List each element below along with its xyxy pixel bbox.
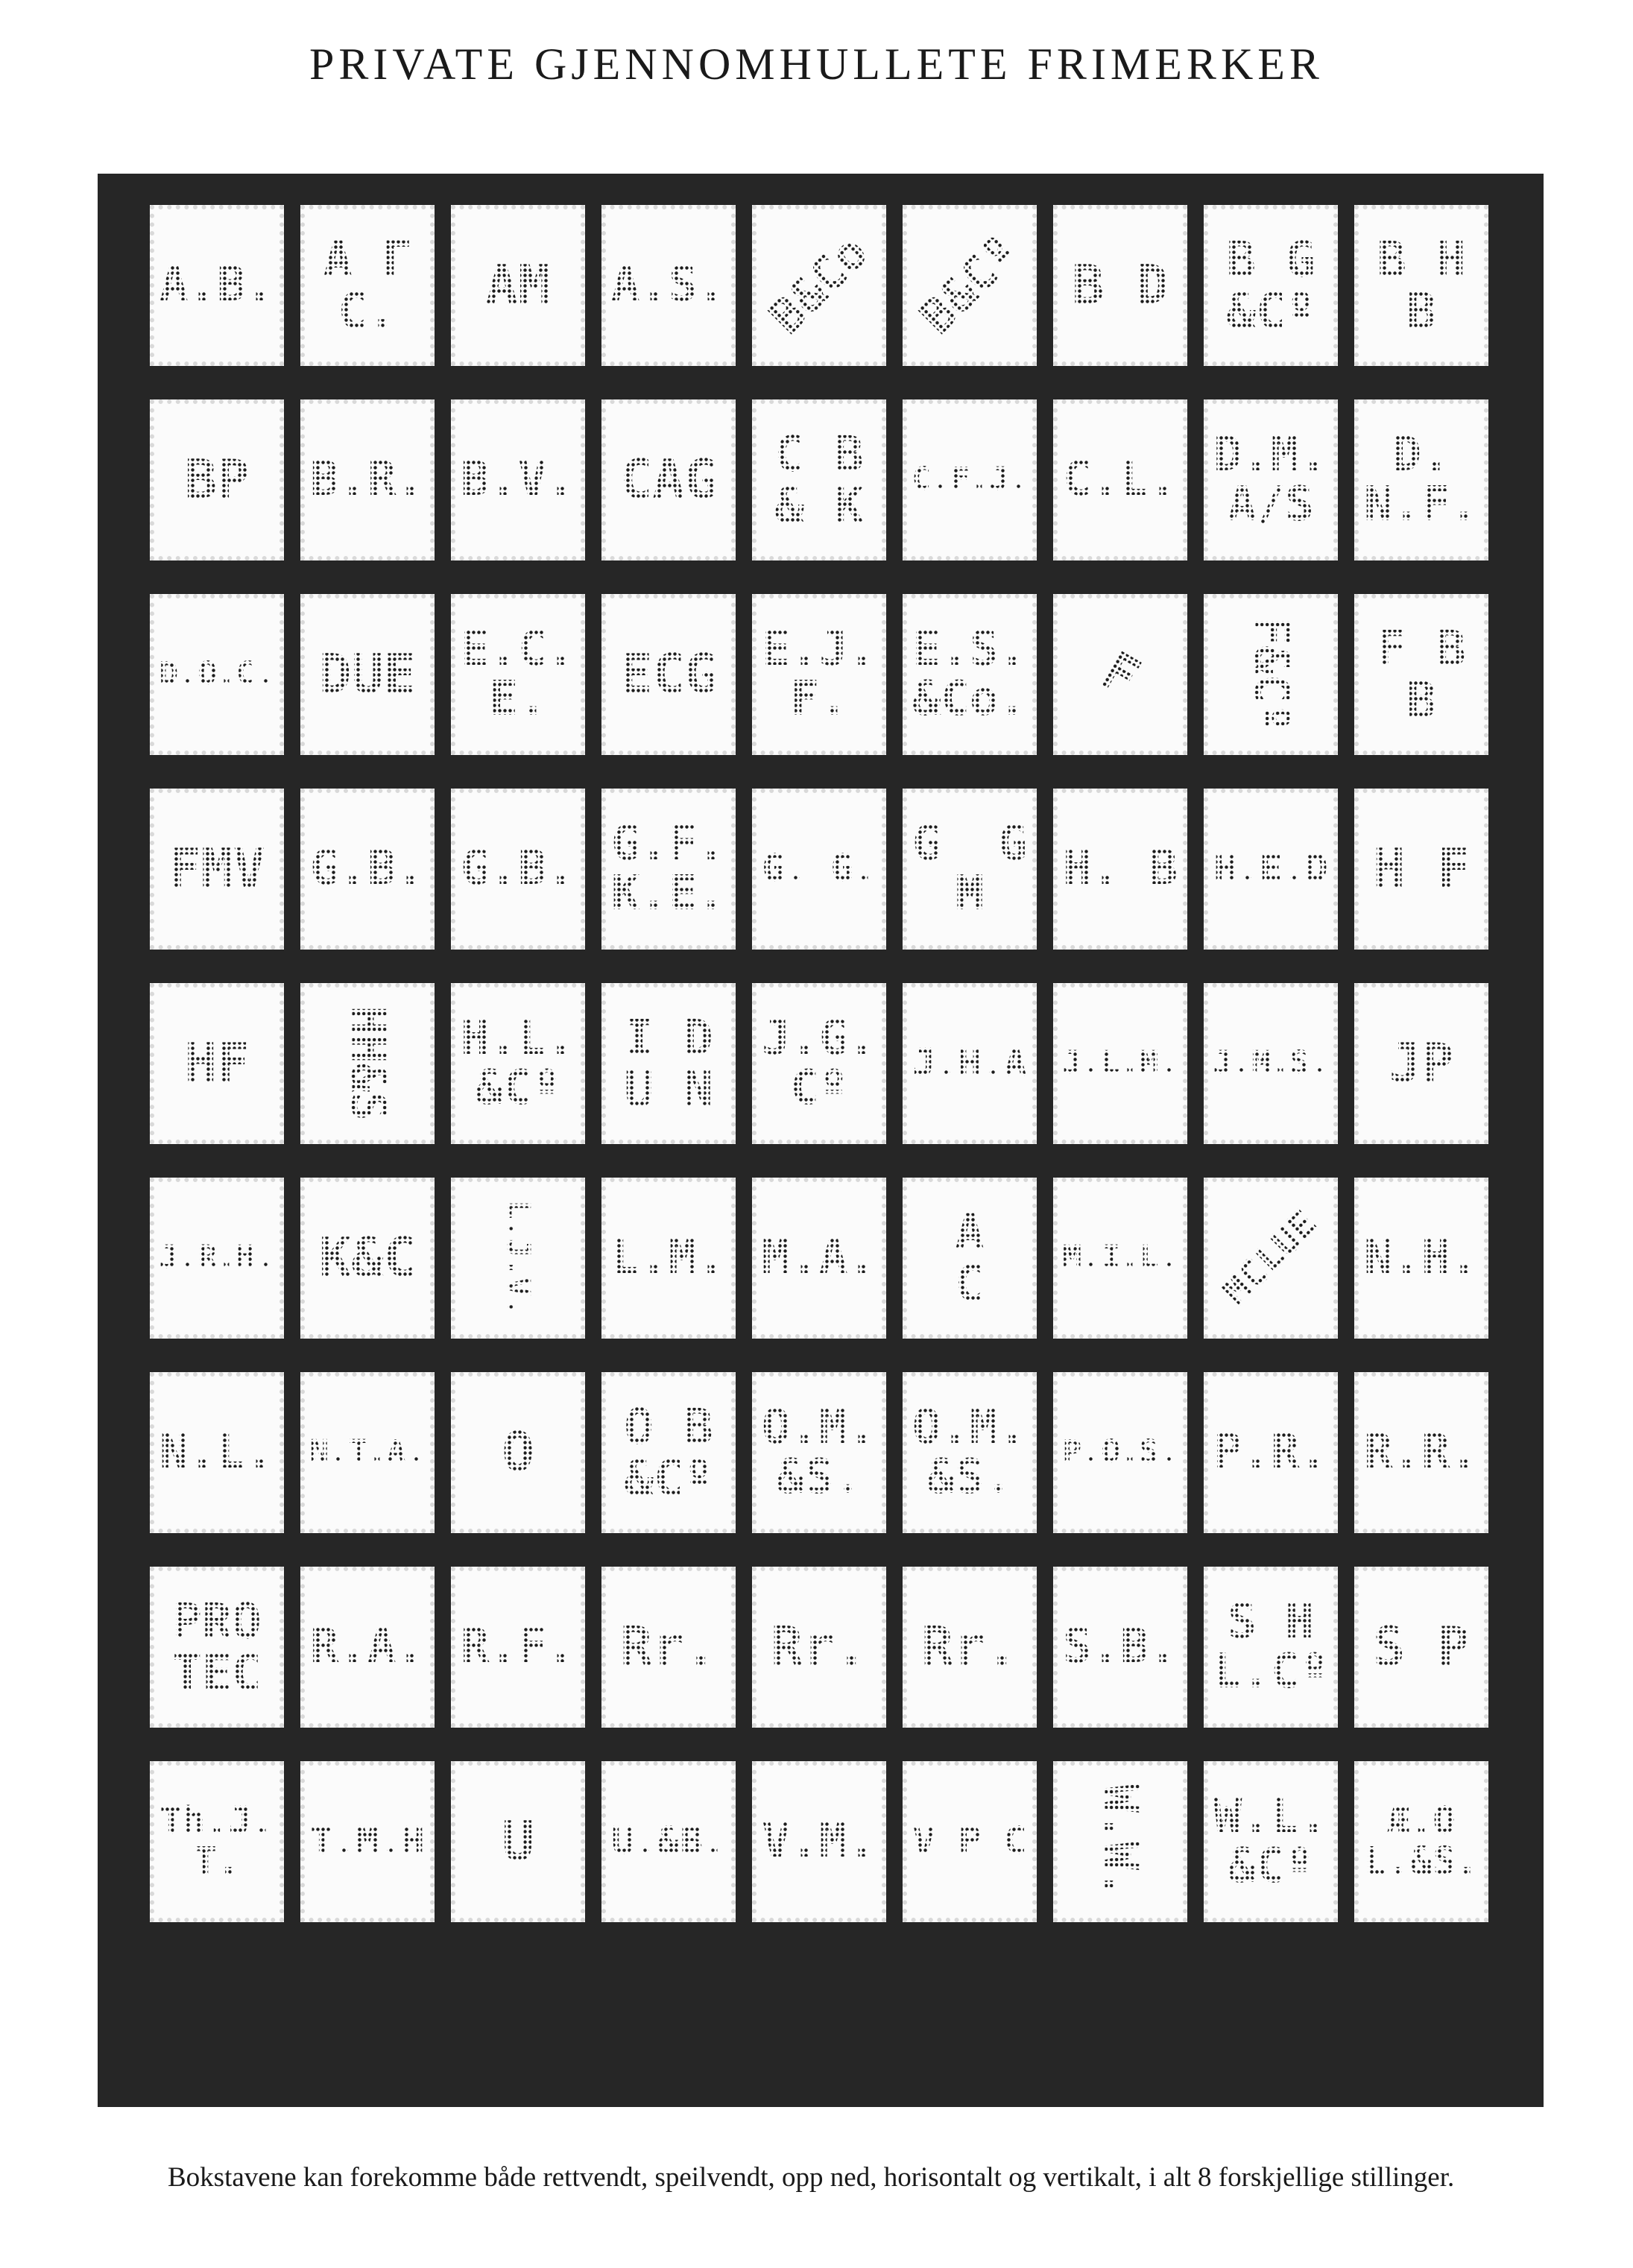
perfin-stamp <box>601 399 736 560</box>
perfin-stamp <box>150 205 284 366</box>
perfin-stamp <box>451 1567 585 1728</box>
perfin-stamp <box>1354 789 1488 950</box>
stamp-perforation-label: C.L. <box>1062 452 1178 508</box>
stamp-perforation-label: G.B. <box>309 841 426 897</box>
stamp-perforation-label: J.H.A <box>912 1041 1027 1086</box>
stamp-perforation-label: J.R.H. <box>159 1239 275 1277</box>
stamp-perforation-label: MCLUE <box>1214 1201 1327 1314</box>
perfin-stamp <box>752 1567 886 1728</box>
stamp-perforation-label: D. N.F. <box>1363 426 1479 532</box>
perfin-stamp <box>601 789 736 950</box>
stamp-perforation-label: W.W. <box>1093 1784 1149 1900</box>
perfin-stamp <box>903 1372 1037 1533</box>
stamp-perforation-label: N.T.A. <box>309 1433 426 1471</box>
perfin-stamp <box>1354 1567 1488 1728</box>
stamp-perforation-label: ECG <box>619 642 718 706</box>
stamp-perforation-label: F <box>1090 639 1151 710</box>
perfin-stamp <box>903 205 1037 366</box>
perfin-stamp <box>150 1178 284 1339</box>
stamp-perforation-label: F B B <box>1377 619 1466 729</box>
perfin-stamp <box>150 789 284 950</box>
stamp-perforation-label: J.M.S. <box>1213 1044 1329 1082</box>
stamp-perforation-label: CAG <box>619 448 718 511</box>
stamp-perforation-label: N.L. <box>159 1424 275 1480</box>
stamp-perforation-label: L.J.V. <box>499 1200 537 1316</box>
perfin-stamp <box>752 1372 886 1533</box>
stamp-perforation-label: AM <box>485 253 551 317</box>
stamp-perforation-label: G G M <box>912 815 1028 921</box>
stamp-perforation-label: Rr. <box>619 1615 718 1678</box>
perfin-stamp <box>903 1178 1037 1339</box>
perfin-stamp <box>1053 594 1187 755</box>
perfin-stamp <box>451 983 585 1144</box>
stamp-perforation-label: A.S. <box>610 257 727 313</box>
perfin-stamp <box>300 983 435 1144</box>
perfin-stamp <box>1053 1567 1187 1728</box>
stamp-perforation-label: H.E.D <box>1213 847 1328 891</box>
page-title: PRIVATE GJENNOMHULLETE FRIMERKER <box>309 40 1324 89</box>
stamp-perforation-label: R.F. <box>460 1619 576 1675</box>
perfin-stamp <box>300 1372 435 1533</box>
stamp-perforation-label: U <box>502 1810 534 1873</box>
stamp-perforation-label: Æ.O L.&S. <box>1364 1799 1479 1883</box>
perfin-stamp <box>1053 983 1187 1144</box>
stamp-perforation-label: B.V. <box>460 452 576 508</box>
perfin-stamp <box>300 789 435 950</box>
perfin-stamp <box>1204 1567 1338 1728</box>
perfin-stamp <box>1354 983 1488 1144</box>
perfin-stamp <box>300 1567 435 1728</box>
perfin-stamp <box>752 789 886 950</box>
stamp-perforation-label: B D <box>1071 253 1169 317</box>
perfin-stamp <box>601 1372 736 1533</box>
perfin-stamp <box>300 205 435 366</box>
stamp-perforation-label: S.B. <box>1062 1619 1178 1675</box>
perfin-stamp <box>1053 1178 1187 1339</box>
stamp-perforation-label: A.B. <box>159 257 275 313</box>
stamp-perforation-label: A C <box>955 1203 985 1313</box>
stamp-perforation-label: J.G. Cº <box>761 1010 877 1116</box>
perfin-stamp <box>1204 399 1338 560</box>
perfin-stamp <box>150 1761 284 1922</box>
perfin-stamp <box>1053 1372 1187 1533</box>
perfin-stamp <box>1204 1178 1338 1339</box>
stamp-perforation-label: H F <box>1372 837 1471 900</box>
stamp-perforation-label: H.L. &Cº <box>460 1010 576 1116</box>
perfin-stamp <box>1053 1761 1187 1922</box>
stamp-perforation-label: A Γ C. <box>323 230 412 340</box>
perfin-stamp <box>1204 789 1338 950</box>
perfin-stamp <box>451 594 585 755</box>
perfin-stamp <box>1354 399 1488 560</box>
perfin-stamp <box>451 399 585 560</box>
perfin-stamp <box>451 1372 585 1533</box>
stamp-perforation-label: Th.J. T. <box>159 1799 274 1883</box>
stamp-perforation-label: O B &Cº <box>624 1397 713 1507</box>
stamp-perforation-label: D.O.C. <box>159 655 275 693</box>
perfin-stamp <box>300 399 435 560</box>
stamp-perforation-label: M.A. <box>761 1230 877 1286</box>
perfin-stamp <box>1204 594 1338 755</box>
stamp-perforation-label: W.L. &Cº <box>1213 1788 1329 1894</box>
perfin-stamp <box>903 1567 1037 1728</box>
stamp-perforation-label: O <box>502 1421 534 1484</box>
stamp-perforation-label: S H L.Cº <box>1213 1593 1329 1699</box>
stamp-perforation-label: V P C <box>912 1819 1027 1864</box>
stamp-perforation-label: B&Co <box>758 224 879 346</box>
stamp-perforation-label: C.F.J. <box>912 461 1028 499</box>
stamp-perforation-label: DUE <box>318 642 417 706</box>
perfin-stamp <box>752 399 886 560</box>
stamp-perforation-label: P.R. <box>1213 1424 1329 1480</box>
perfin-stamp <box>1354 594 1488 755</box>
perfin-stamp <box>451 1761 585 1922</box>
perfin-stamp <box>601 205 736 366</box>
stamp-perforation-label: BP <box>184 448 250 511</box>
perfin-stamp <box>903 1761 1037 1922</box>
stamp-perforation-label: B.R. <box>309 452 426 508</box>
stamp-perforation-label: O.M. &S. <box>912 1399 1028 1505</box>
perfin-stamp <box>752 1178 886 1339</box>
perfin-stamp <box>601 594 736 755</box>
perfin-stamp <box>150 594 284 755</box>
stamp-board <box>98 174 1544 2107</box>
stamp-perforation-label: G. G. <box>762 847 876 891</box>
stamp-perforation-label: G.B. <box>460 841 576 897</box>
perfin-stamp <box>451 1178 585 1339</box>
stamp-perforation-label: R.R. <box>1363 1424 1479 1480</box>
stamp-perforation-label: D.M. A/S <box>1213 426 1329 532</box>
perfin-stamp <box>752 983 886 1144</box>
stamp-perforation-label: C B & K <box>774 425 864 534</box>
perfin-stamp <box>601 983 736 1144</box>
stamp-perforation-label: R.A. <box>309 1619 426 1675</box>
stamp-perforation-label: G.F. K.E. <box>610 815 727 921</box>
perfin-stamp <box>1053 399 1187 560</box>
caption: Bokstavene kan forekomme både rettvendt, speilvendt, opp ned, horisontalt og vertikalt, i alt 8 forskjellige stillinger. <box>168 2162 1455 2193</box>
perfin-stamp <box>1204 983 1338 1144</box>
stamp-perforation-label: M.I.L. <box>1062 1239 1178 1277</box>
stamp-perforation-label: V.M. <box>761 1813 877 1869</box>
perfin-stamp <box>1053 205 1187 366</box>
perfin-stamp <box>903 983 1037 1144</box>
perfin-stamp <box>150 399 284 560</box>
perfin-stamp <box>150 1567 284 1728</box>
stamp-perforation-label: I D U N <box>624 1008 713 1118</box>
perfin-stamp <box>1354 1761 1488 1922</box>
stamp-perforation-label: B G &Cº <box>1226 230 1315 340</box>
stamp-perforation-label: Rr. <box>770 1615 868 1678</box>
perfin-stamp <box>300 1178 435 1339</box>
stamp-perforation-label: Rr. <box>920 1615 1019 1678</box>
perfin-stamp <box>1354 205 1488 366</box>
perfin-stamp <box>1354 1178 1488 1339</box>
perfin-stamp <box>903 399 1037 560</box>
stamp-perforation-label: K&C <box>318 1226 417 1289</box>
stamp-perforation-label: T.M.H <box>310 1819 425 1864</box>
stamp-perforation-label: E.S. &Co. <box>912 621 1028 727</box>
stamp-perforation-label: HF <box>184 1032 250 1095</box>
stamp-perforation-label: S P <box>1372 1615 1471 1678</box>
stamp-perforation-label: B&Cº <box>909 224 1030 346</box>
perfin-stamp <box>300 1761 435 1922</box>
stamp-perforation-label: FMV <box>168 837 266 900</box>
stamp-perforation-label: N.H. <box>1363 1230 1479 1286</box>
stamp-perforation-label: E.J. F. <box>761 621 877 727</box>
perfin-stamp <box>150 983 284 1144</box>
perfin-stamp <box>752 205 886 366</box>
stamp-perforation-label: JP <box>1389 1032 1454 1095</box>
stamp-perforation-label: HH&S <box>340 1005 396 1122</box>
perfin-stamp <box>451 205 585 366</box>
stamp-perforation-label: U.&B. <box>611 1819 726 1864</box>
stamp-perforation-label: P.O.S. <box>1062 1433 1178 1471</box>
perfin-stamp <box>451 789 585 950</box>
perfin-stamp <box>601 1178 736 1339</box>
perfin-stamp <box>903 594 1037 755</box>
stamp-perforation-label: L.M. <box>610 1230 727 1286</box>
perfin-stamp <box>752 594 886 755</box>
perfin-stamp <box>601 1761 736 1922</box>
perfin-stamp <box>150 1372 284 1533</box>
stamp-perforation-label: B H B <box>1377 230 1466 340</box>
perfin-stamp <box>1204 1761 1338 1922</box>
perfin-stamp <box>1354 1372 1488 1533</box>
stamp-perforation-label: E.C. E. <box>460 621 576 727</box>
perfin-stamp <box>1053 789 1187 950</box>
perfin-stamp <box>1204 205 1338 366</box>
perfin-stamp <box>300 594 435 755</box>
stamp-perforation-label: F&Cº <box>1243 616 1299 733</box>
perfin-stamp <box>1204 1372 1338 1533</box>
perfin-stamp <box>752 1761 886 1922</box>
stamp-perforation-label: PRO TEC <box>172 1592 262 1702</box>
perfin-stamp <box>903 789 1037 950</box>
perfin-stamp <box>601 1567 736 1728</box>
stamp-perforation-label: O.M. &S. <box>761 1399 877 1505</box>
stamp-perforation-label: H. B <box>1062 841 1178 897</box>
stamp-perforation-label: J.L.M. <box>1062 1044 1178 1082</box>
